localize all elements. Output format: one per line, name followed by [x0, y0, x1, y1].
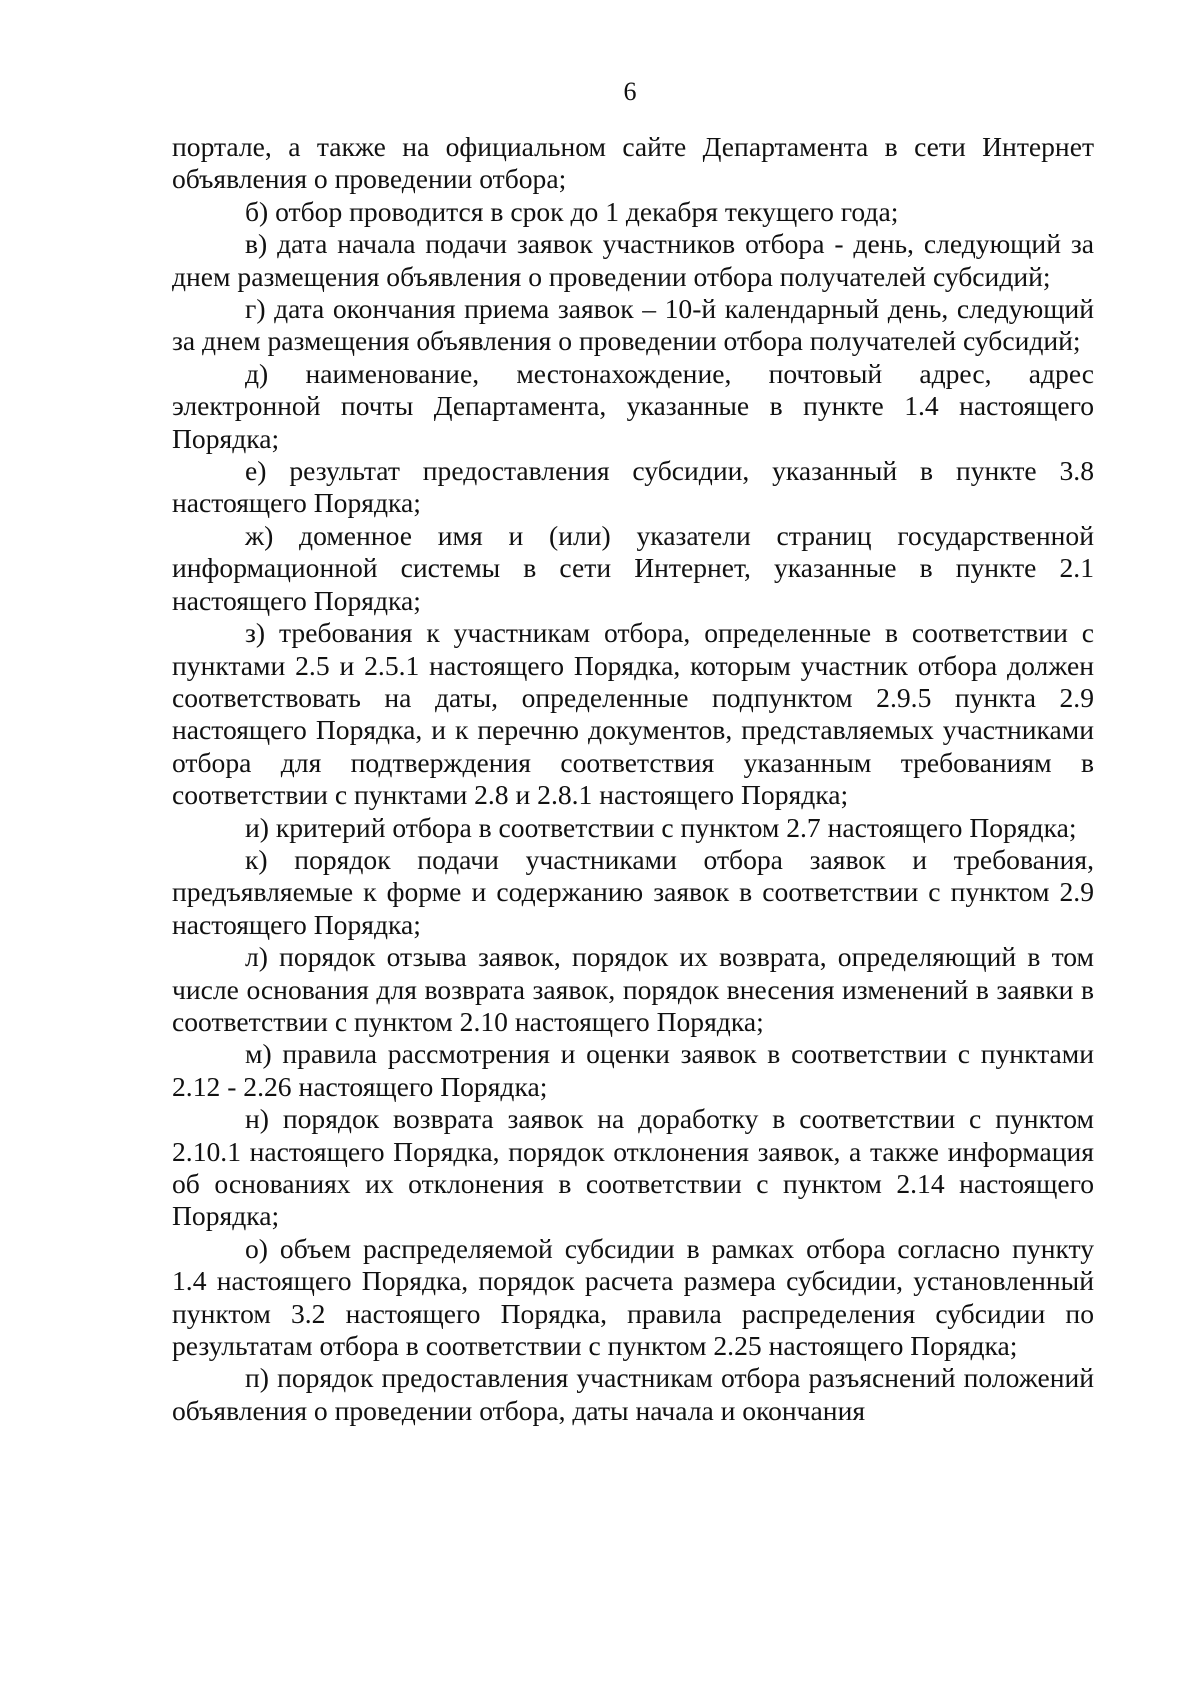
paragraph-item-k: к) порядок подачи участниками отбора заявок и требования, предъявляемые к форме и содержанию заявок в соответствии с пунктом 2.9 настоящего Порядка; — [172, 843, 1094, 940]
paragraph-item-b: б) отбор проводится в срок до 1 декабря текущего года; — [245, 195, 899, 227]
paragraph-item-m: м) правила рассмотрения и оценки заявок в соответствии с пунктами 2.12 - 2.26 настоящего Порядка; — [172, 1038, 1094, 1102]
paragraph-item-p: п) порядок предоставления участникам отбора разъяснений положений объявления о проведении отбора, даты начала и окончания — [172, 1362, 1094, 1426]
paragraph-item-e: е) результат предоставления субсидии, указанный в пункте 3.8 настоящего Порядка; — [172, 455, 1094, 519]
paragraph-continuation: порталe, а также на официальном сайте Департамента в сети Интернет объявления о проведении отбора; — [172, 131, 1094, 195]
paragraph-item-n: н) порядок возврата заявок на доработку в соответствии с пунктом 2.10.1 настоящего Порядка, порядок отклонения заявок, а также информация об основаниях их отклонения в соответствии с пунктом 2.14 настоящего Порядка; — [172, 1103, 1094, 1232]
paragraph-item-i: и) критерий отбора в соответствии с пунктом 2.7 настоящего Порядка; — [245, 811, 1077, 843]
document-body — [172, 131, 1094, 1427]
paragraph-item-d: д) наименование, местонахождение, почтовый адрес, адрес электронной почты Департамента, указанные в пункте 1.4 настоящего Порядка; — [172, 357, 1094, 454]
paragraph-item-l: л) порядок отзыва заявок, порядок их возврата, определяющий в том числе основания для возврата заявок, порядок внесения изменений в заявки в соответствии с пунктом 2.10 настоящего Порядка; — [172, 941, 1094, 1037]
paragraph-item-o: о) объем распределяемой субсидии в рамках отбора согласно пункту 1.4 настоящего Порядка, порядок расчета размера субсидии, установленный пунктом 3.2 настоящего Порядка, правила распределения субсидии по результатам отбора в соответствии с пунктом 2.25 настоящего Порядка; — [172, 1232, 1094, 1362]
paragraph-item-zh: ж) доменное имя и (или) указатели страниц государственной информационной системы в сети Интернет, указанные в пункте 2.1 настоящего Порядка; — [172, 519, 1094, 616]
paragraph-item-g: г) дата окончания приема заявок – 10-й календарный день, следующий за днем размещения объявления о проведении отбора получателей субсидий; — [172, 293, 1094, 357]
paragraph-item-z: з) требования к участникам отбора, определенные в соответствии с пунктами 2.5 и 2.5.1 настоящего Порядка, которым участник отбора должен соответствовать на даты, определенные подпунктом 2.9.5 пункта 2.9 настоящего Порядка, и к перечню документов, представляемых участниками отбора для подтверждения соответствия указанным требованиям в соответствии с пунктами 2.8 и 2.8.1 настоящего Порядка; — [172, 617, 1094, 811]
page-number: 6 — [623, 77, 637, 106]
paragraph-item-v: в) дата начала подачи заявок участников отбора - день, следующий за днем размещения объявления о проведении отбора получателей субсидий; — [172, 228, 1094, 292]
